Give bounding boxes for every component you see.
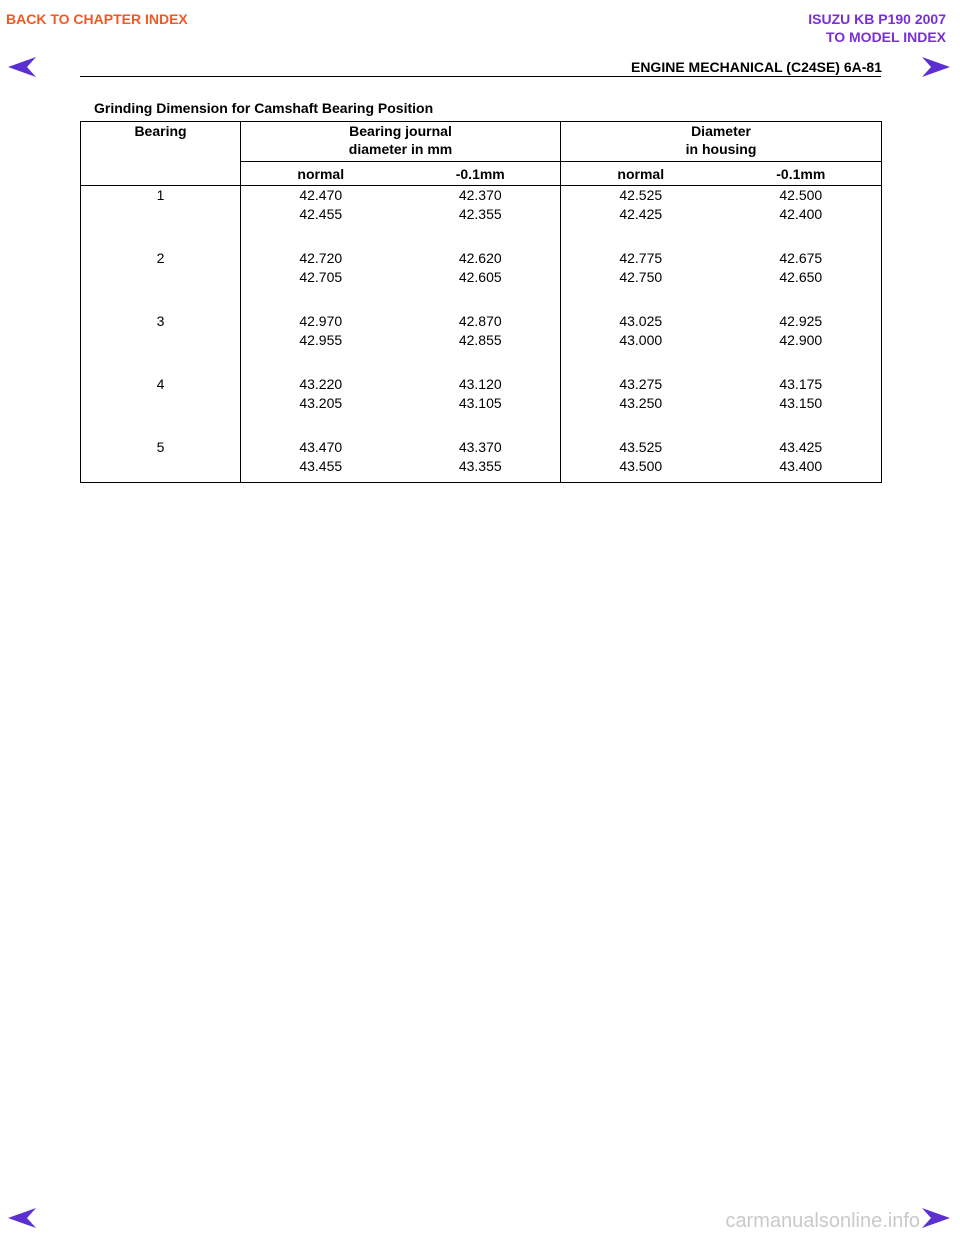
- value-hn-max: 43.275: [619, 376, 663, 392]
- value-hn-min: 43.500: [619, 458, 663, 474]
- cell-journal-minus: [401, 312, 561, 375]
- table-row: [81, 375, 882, 438]
- value-jm-max: 42.370: [458, 187, 502, 203]
- col-header-journal-diameter: [241, 122, 561, 162]
- watermark-text: carmanualsonline.info: [725, 1210, 920, 1232]
- value-jm-min: 42.605: [458, 269, 502, 285]
- subheader-journal-minus: -0.1mm: [401, 162, 561, 186]
- journal-header-line2: diameter in mm: [348, 141, 453, 157]
- value-jm-max: 43.370: [458, 439, 502, 455]
- cell-bearing-number: 1: [156, 187, 165, 203]
- housing-header-line1: Diameter: [691, 123, 751, 139]
- cell-bearing-number: 2: [156, 250, 165, 266]
- header-divider: [80, 76, 881, 77]
- page-header-title: ENGINE MECHANICAL (C24SE) 6A-81: [630, 59, 882, 75]
- model-title-link[interactable]: ISUZU KB P190 2007: [808, 11, 946, 27]
- value-jn-max: 43.470: [299, 439, 343, 455]
- subheader-housing-normal: normal: [561, 162, 721, 186]
- to-model-index-link[interactable]: TO MODEL INDEX: [825, 29, 946, 45]
- next-page-arrow-icon-bottom[interactable]: [922, 1208, 950, 1228]
- cell-journal-normal: [241, 249, 401, 312]
- cell-bearing-number: 5: [156, 439, 165, 455]
- cell-bearing-number: 3: [156, 313, 165, 329]
- value-hn-max: 43.025: [619, 313, 663, 329]
- value-jm-max: 42.870: [458, 313, 502, 329]
- col-header-housing-diameter: [561, 122, 882, 162]
- value-hn-min: 43.250: [619, 395, 663, 411]
- value-jn-min: 42.455: [299, 206, 343, 222]
- value-hm-min: 42.900: [779, 332, 823, 348]
- value-hm-max: 42.675: [779, 250, 823, 266]
- cell-journal-normal: [241, 312, 401, 375]
- value-jm-min: 42.855: [458, 332, 502, 348]
- cell-housing-normal: [561, 312, 721, 375]
- journal-header-line1: Bearing journal: [349, 123, 452, 139]
- subheader-journal-normal: normal: [241, 162, 401, 186]
- cell-journal-minus: [401, 186, 561, 250]
- cell-bearing-number: 4: [156, 376, 165, 392]
- cell-housing-minus: [721, 438, 882, 483]
- value-jm-max: 42.620: [458, 250, 502, 266]
- cell-housing-normal: [561, 186, 721, 250]
- previous-page-arrow-icon[interactable]: [8, 57, 36, 77]
- value-hm-max: 43.175: [779, 376, 823, 392]
- grinding-dimension-table: [80, 121, 882, 483]
- value-hm-min: 43.400: [779, 458, 823, 474]
- value-hn-min: 42.750: [619, 269, 663, 285]
- value-jm-max: 43.120: [458, 376, 502, 392]
- cell-journal-normal: [241, 375, 401, 438]
- value-hm-max: 43.425: [779, 439, 823, 455]
- next-page-arrow-icon[interactable]: [922, 57, 950, 77]
- cell-journal-normal: [241, 438, 401, 483]
- value-jn-min: 43.455: [299, 458, 343, 474]
- cell-housing-minus: [721, 186, 882, 250]
- value-jn-max: 43.220: [299, 376, 343, 392]
- value-hm-max: 42.500: [779, 187, 823, 203]
- value-hn-min: 43.000: [619, 332, 663, 348]
- col-header-bearing: Bearing: [81, 122, 241, 186]
- table-body: [81, 186, 882, 483]
- cell-housing-normal: [561, 438, 721, 483]
- value-jn-min: 43.205: [299, 395, 343, 411]
- value-jn-min: 42.955: [299, 332, 343, 348]
- cell-journal-minus: [401, 375, 561, 438]
- housing-header-line2: in housing: [685, 141, 757, 157]
- value-hn-max: 42.525: [619, 187, 663, 203]
- value-hm-max: 42.925: [779, 313, 823, 329]
- back-to-chapter-index-link[interactable]: BACK TO CHAPTER INDEX: [6, 11, 188, 27]
- value-hm-min: 43.150: [779, 395, 823, 411]
- table-row: [81, 438, 882, 483]
- value-hm-min: 42.650: [779, 269, 823, 285]
- value-jn-min: 42.705: [299, 269, 343, 285]
- table-row: [81, 312, 882, 375]
- table-row: [81, 186, 882, 250]
- value-jm-min: 43.355: [458, 458, 502, 474]
- cell-journal-minus: [401, 249, 561, 312]
- cell-housing-normal: [561, 249, 721, 312]
- value-jm-min: 43.105: [458, 395, 502, 411]
- value-hn-min: 42.425: [619, 206, 663, 222]
- value-hn-max: 43.525: [619, 439, 663, 455]
- value-hm-min: 42.400: [779, 206, 823, 222]
- table-row: [81, 249, 882, 312]
- value-hn-max: 42.775: [619, 250, 663, 266]
- cell-housing-minus: [721, 312, 882, 375]
- value-jn-max: 42.970: [299, 313, 343, 329]
- cell-housing-minus: [721, 249, 882, 312]
- cell-journal-normal: [241, 186, 401, 250]
- table-title: Grinding Dimension for Camshaft Bearing Position: [94, 100, 434, 116]
- previous-page-arrow-icon-bottom[interactable]: [8, 1208, 36, 1228]
- value-jm-min: 42.355: [458, 206, 502, 222]
- value-jn-max: 42.720: [299, 250, 343, 266]
- cell-housing-minus: [721, 375, 882, 438]
- subheader-housing-minus: -0.1mm: [721, 162, 882, 186]
- value-jn-max: 42.470: [299, 187, 343, 203]
- cell-journal-minus: [401, 438, 561, 483]
- cell-housing-normal: [561, 375, 721, 438]
